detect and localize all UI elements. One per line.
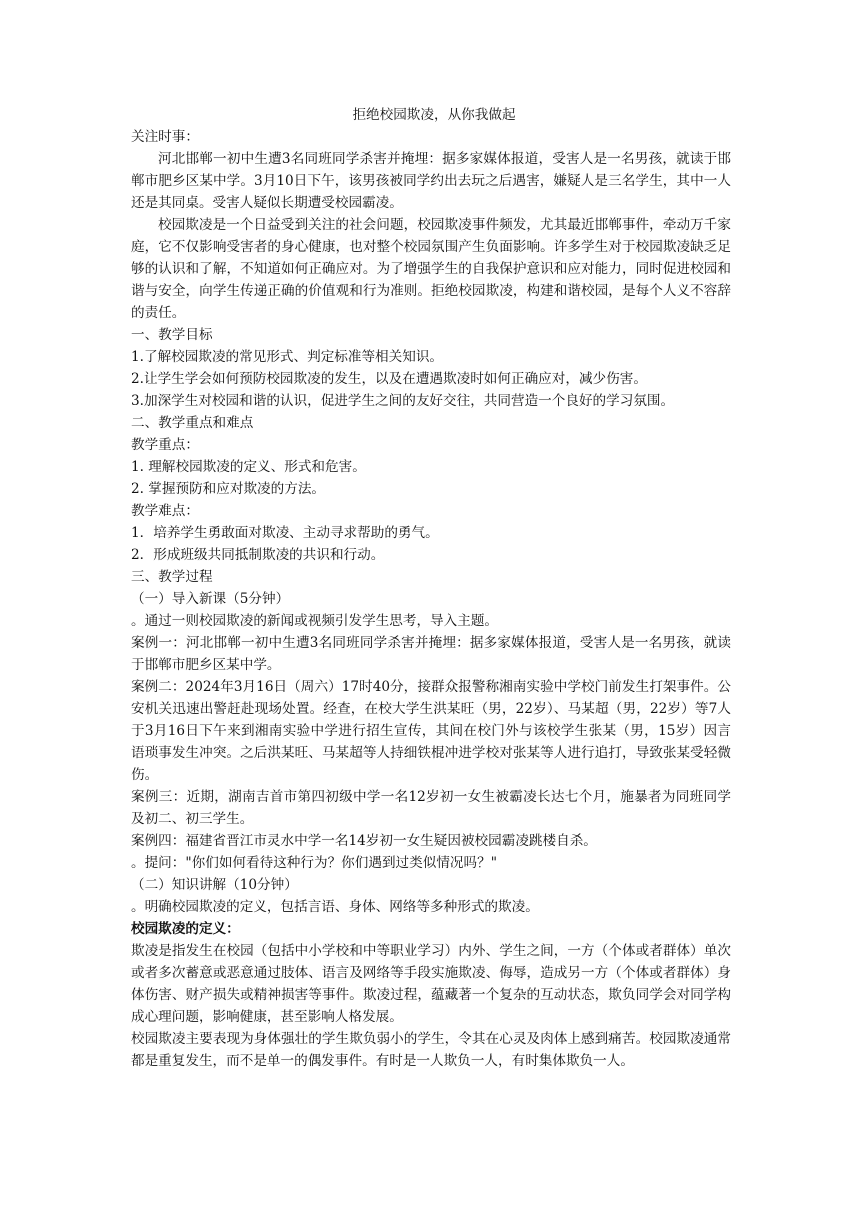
news-label: 关注时事： (131, 129, 199, 145)
document-title: 拒绝校园欺凌，从你我做起 (352, 107, 516, 123)
part1-heading: （一）导入新课（5分钟） (131, 591, 290, 607)
case-four: 案例四：福建省晋江市灵水中学一名14岁初一女生疑因被校园霸凌跳楼自杀。 (131, 833, 597, 849)
definition-paragraph: 欺凌是指发生在校园（包括中小学校和中等职业学习）内外、学生之间，一方（个体或者群体）单次或者多次蓄意或恶意通过肢体、语言及网络等手段实施欺凌、侮辱，造成另一方（个体或者群体）身体伤害、财产损失或精神损害等事件。欺凌过程，蕴藏著一个复杂的互动状态，欺负同学会对同学构成心理问题，影响健康，甚至影响人格发展。 (131, 943, 731, 1025)
goal-item: 1.了解校园欺凌的常见形式、判定标准等相关知识。 (131, 349, 444, 365)
key-points-label: 教学重点： (131, 437, 199, 453)
definition-label: 校园欺凌的定义： (131, 921, 240, 937)
difficult-point-item: 2．形成班级共同抵制欺凌的共识和行动。 (131, 547, 385, 563)
case-three: 案例三：近期，湖南吉首市第四初级中学一名12岁初一女生被霸凌长达七个月，施暴者为同班同学及初二、初三学生。 (131, 789, 731, 827)
case-two: 案例二：2024年3月16日（周六）17时40分，接群众报警称湘南实验中学校门前发生打架事件。公安机关迅速出警赶赴现场处置。经查，在校大学生洪某旺（男，22岁）、马某超（男，22岁）等7人于3月16日下午来到湘南实验中学进行招生宣传，其间在校门外与该校学生张某（男，15岁）因言语琐事发生冲突。之后洪某旺、马某超等人持细铁棍冲进学校对张某等人进行追打，导致张某受轻微伤。 (131, 679, 731, 783)
difficult-point-item: 1．培养学生勇敢面对欺凌、主动寻求帮助的勇气。 (131, 525, 439, 541)
final-paragraph: 校园欺凌主要表现为身体强壮的学生欺负弱小的学生，令其在心灵及肉体上感到痛苦。校园欺凌通常都是重复发生，而不是单一的偶发事件。有时是一人欺负一人，有时集体欺负一人。 (131, 1031, 731, 1069)
goal-item: 3.加深学生对校园和谐的认识，促进学生之间的友好交往，共同营造一个良好的学习氛围。 (131, 393, 675, 409)
key-point-item: 1. 理解校园欺凌的定义、形式和危害。 (131, 459, 366, 475)
question-text: 。提问："你们如何看待这种行为？你们遇到过类似情况吗？" (131, 855, 497, 871)
section-teaching-process: 三、教学过程 (131, 569, 213, 585)
case-one: 案例一：河北邯郸一初中生遭3名同班同学杀害并掩埋：据多家媒体报道，受害人是一名男孩，就读于邯郸市肥乡区某中学。 (131, 635, 731, 673)
part2-text: 。明确校园欺凌的定义，包括言语、身体、网络等多种形式的欺凌。 (131, 899, 539, 915)
news-paragraph: 河北邯郸一初中生遭3名同班同学杀害并掩埋：据多家媒体报道，受害人是一名男孩，就读于邯郸市肥乡区某中学。3月10日下午，该男孩被同学约出去玩之后遇害，嫌疑人是三名学生，其中一人还是其同桌。受害人疑似长期遭受校园霸凌。 (131, 151, 731, 211)
key-point-item: 2. 掌握预防和应对欺凌的方法。 (131, 481, 326, 497)
part2-heading: （二）知识讲解（10分钟） (131, 877, 298, 893)
section-teaching-goals: 一、教学目标 (131, 327, 213, 343)
goal-item: 2.让学生学会如何预防校园欺凌的发生，以及在遭遇欺凌时如何正确应对，减少伤害。 (131, 371, 647, 387)
difficult-points-label: 教学难点： (131, 503, 199, 519)
intro-paragraph: 校园欺凌是一个日益受到关注的社会问题，校园欺凌事件频发，尤其最近邯郸事件，牵动万千家庭，它不仅影响受害者的身心健康，也对整个校园氛围产生负面影响。许多学生对于校园欺凌缺乏足够的认识和了解，不知道如何正确应对。为了增强学生的自我保护意识和应对能力，同时促进校园和谐与安全，向学生传递正确的价值观和行为准则。拒绝校园欺凌，构建和谐校园，是每个人义不容辞的责任。 (131, 217, 731, 321)
document-body (131, 104, 731, 1072)
section-key-difficult: 二、教学重点和难点 (131, 415, 254, 431)
part1-text: 。通过一则校园欺凌的新闻或视频引发学生思考，导入主题。 (131, 613, 499, 629)
